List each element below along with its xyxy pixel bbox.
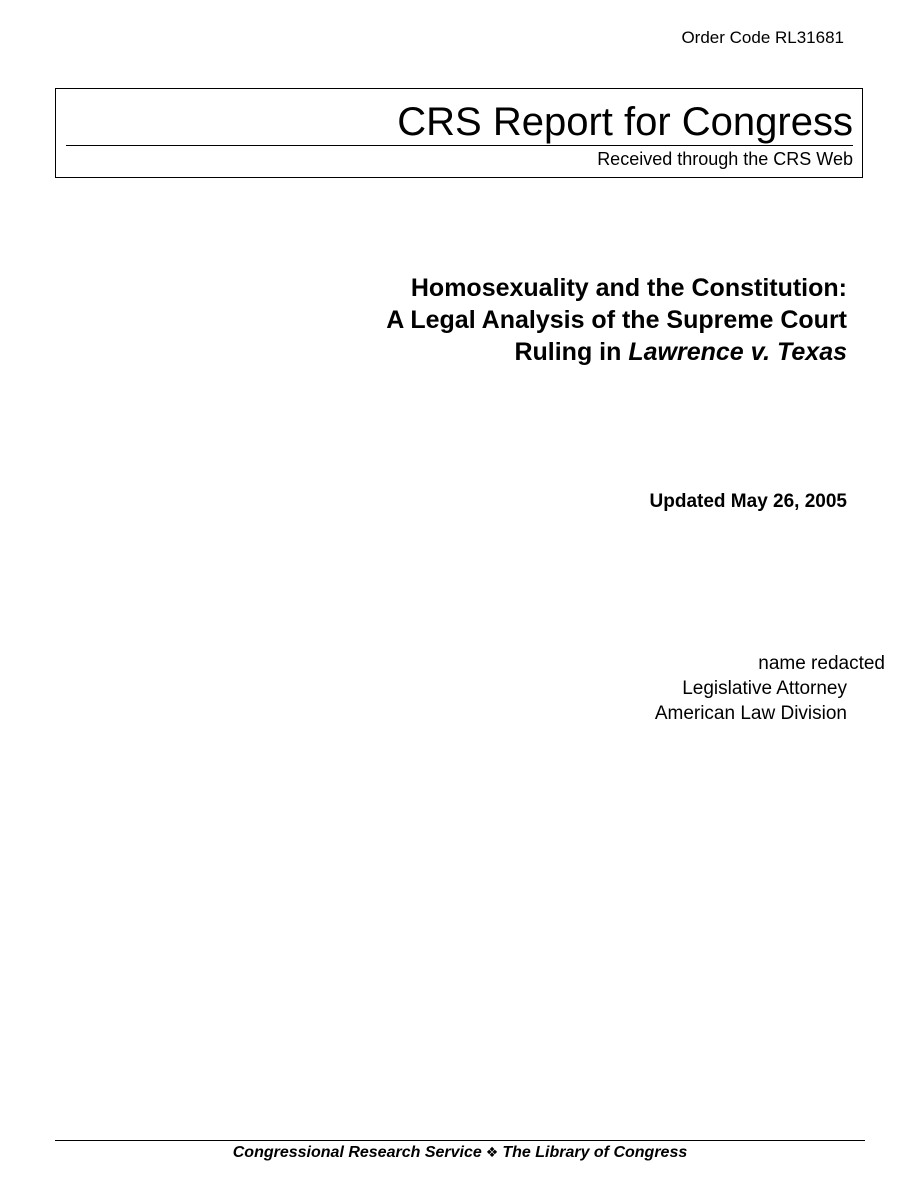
report-title-line-1: Homosexuality and the Constitution: xyxy=(410,274,847,302)
order-code: Order Code RL31681 xyxy=(681,28,844,47)
report-title-line-2: A Legal Analysis of the Supreme Court xyxy=(386,306,847,334)
report-series-subtitle: Received through the CRS Web xyxy=(597,149,853,169)
author-name: name redacted xyxy=(758,653,885,674)
report-title-line-3-prefix: Ruling in xyxy=(514,338,629,366)
report-title-line-3 xyxy=(386,336,847,368)
author-position: Legislative Attorney xyxy=(682,678,847,699)
report-title xyxy=(386,272,847,368)
author-division: American Law Division xyxy=(654,703,847,724)
case-name: Lawrence v. Texas xyxy=(628,338,847,366)
footer xyxy=(0,1143,920,1163)
footer-publisher: Congressional Research Service xyxy=(232,1144,482,1161)
header-divider xyxy=(66,145,853,146)
footer-divider xyxy=(55,1140,865,1141)
diamond-ornament-icon: ❖ xyxy=(485,1145,499,1161)
report-series-title: CRS Report for Congress xyxy=(397,100,853,144)
footer-library: The Library of Congress xyxy=(502,1144,688,1161)
report-header-box xyxy=(55,88,863,178)
updated-date: Updated May 26, 2005 xyxy=(649,491,847,512)
author-block xyxy=(654,651,885,726)
